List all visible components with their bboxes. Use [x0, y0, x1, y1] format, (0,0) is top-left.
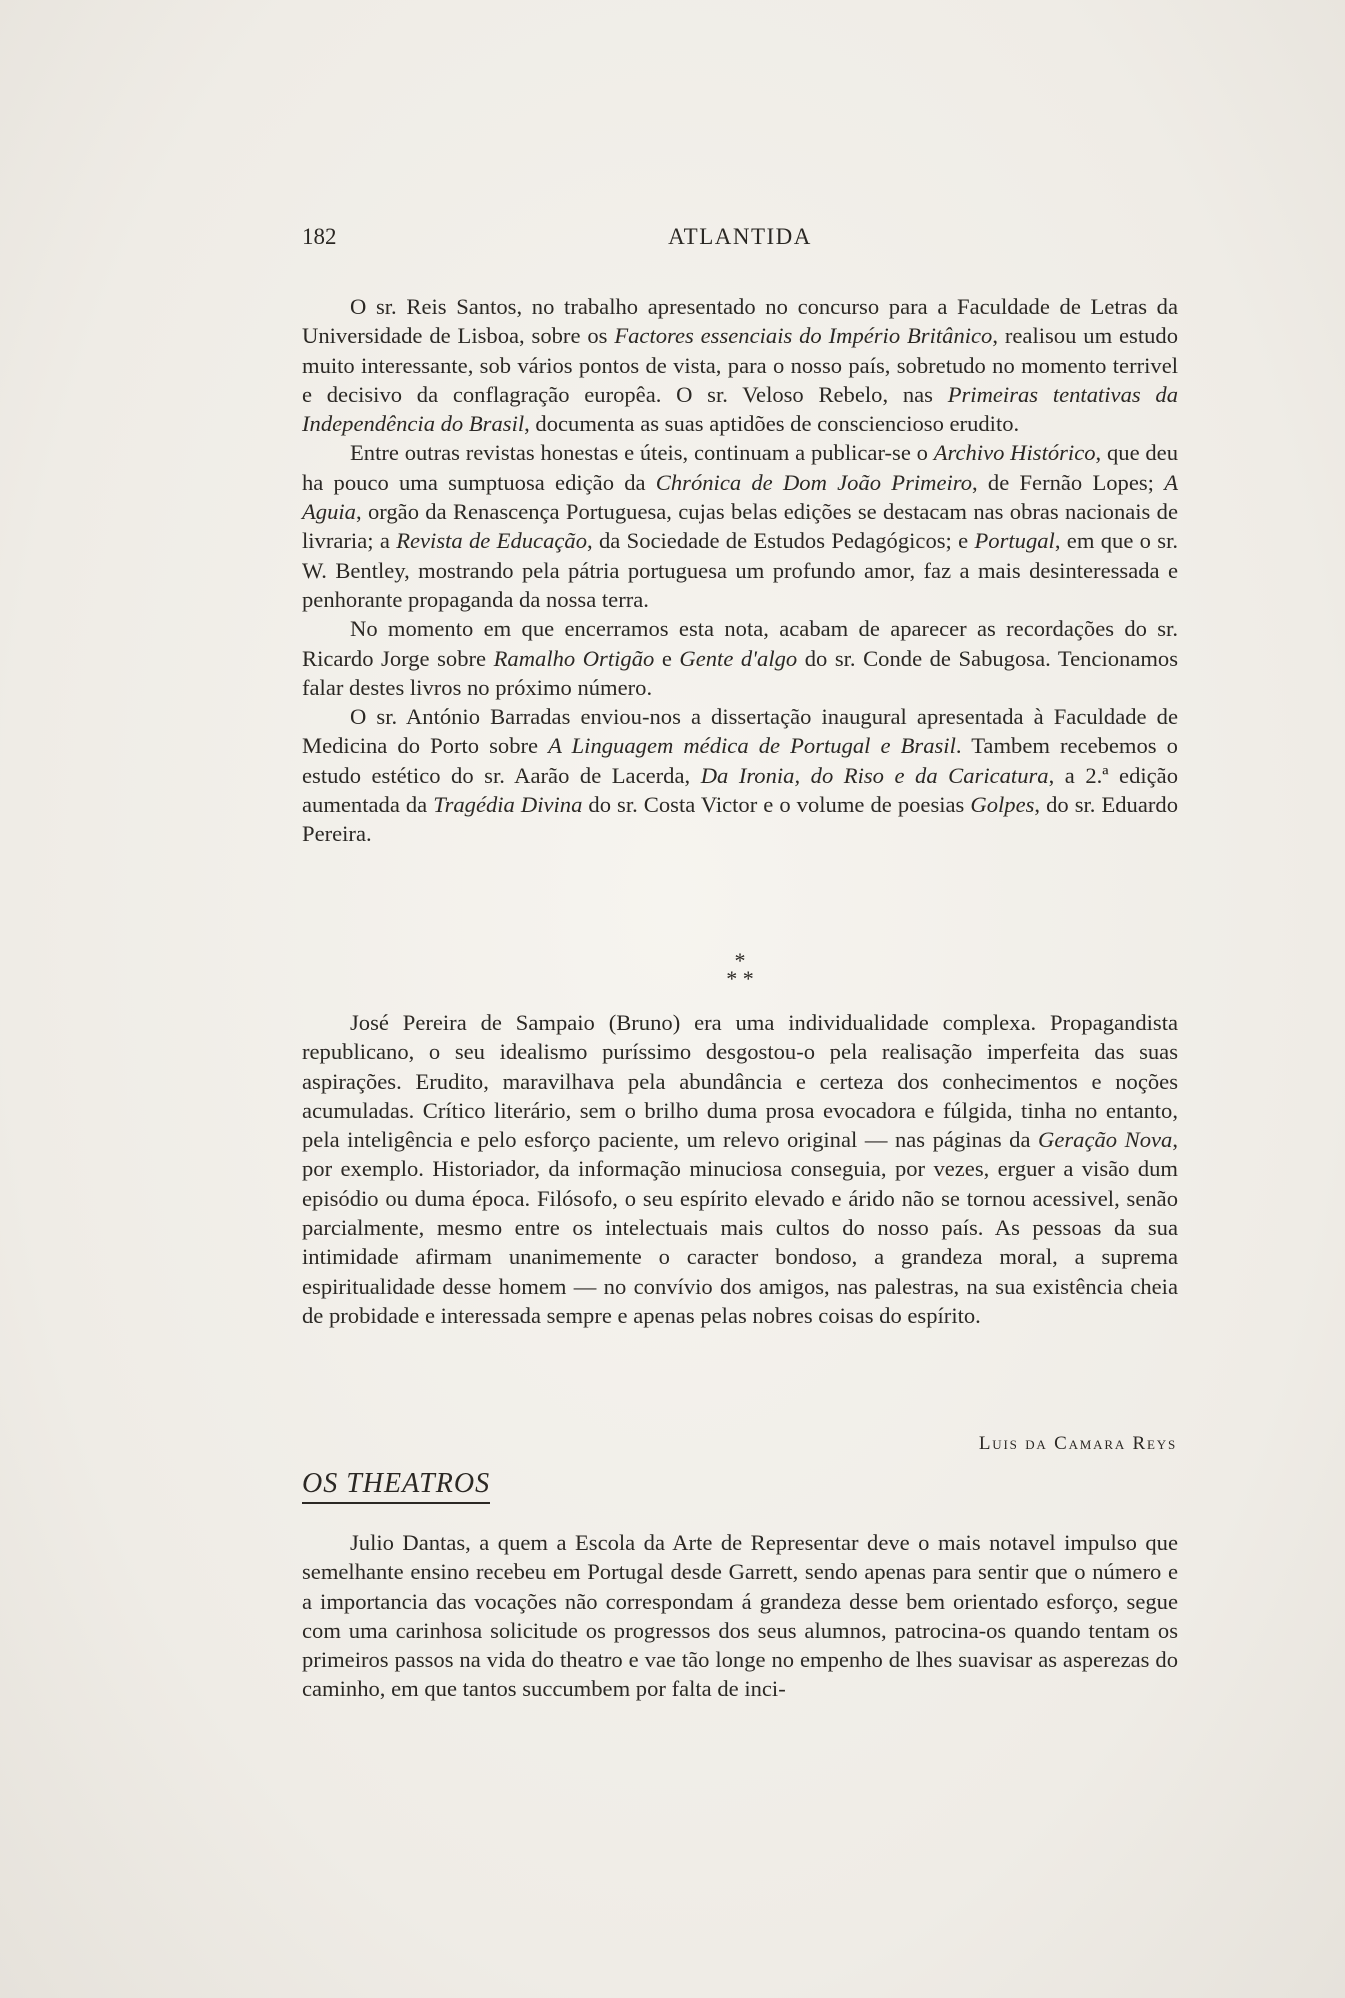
italic-title: Geração Nova	[1038, 1127, 1173, 1153]
text-run: . Tambem recebemos o estudo estético do sr. Aarão de Lacerda,	[302, 733, 1178, 788]
text-run: , a 2.ª edição aumentada da	[302, 762, 1178, 818]
italic-title: Archivo Histórico	[933, 440, 1096, 466]
text-run: , realisou um estudo muito interessante, sob vários pontos de vista, para o nosso país, sobretudo no momento terrivel e decisivo da conflagração europêa. O sr. Veloso Rebelo, nas	[302, 323, 1178, 407]
italic-title: Primeiras tentativas da Independência do Brasil	[302, 381, 1178, 437]
text-block-theatre	[302, 1528, 1178, 1704]
italic-title: A Linguagem médica de Portugal e Brasil	[548, 733, 956, 759]
italic-title: Tragédia Divina	[433, 792, 583, 818]
paragraph	[302, 1528, 1178, 1704]
page-number: 182	[302, 224, 337, 249]
text-run: O sr. António Barradas enviou-nos a dissertação inaugural apresentada à Faculdade de Medicina do Porto sobre	[302, 704, 1178, 759]
text-run: No momento em que encerramos esta nota, acabam de aparecer as recordações do sr. Ricardo Jorge sobre	[302, 616, 1178, 671]
italic-title: Factores essenciais do Império Britânico	[614, 323, 993, 349]
text-run: José Pereira de Sampaio (Bruno) era uma individualidade complexa. Propagandista republicano, o seu idealismo puríssimo desgostou-o pela realisação imperfeita das suas aspirações. Erudito, maravilhava pela abundância e certeza dos conhecimentos e noções acumuladas. Crítico literário, sem o brilho duma prosa evocadora e fúlgida, tinha no entanto, pela inteligência e pelo esforço paciente, um relevo original — nas páginas da	[302, 1010, 1178, 1153]
italic-title: A Aguia	[302, 469, 1178, 525]
text-run: , em que o sr. W. Bentley, mostrando pela pátria portuguesa um profundo amor, faz a mais desinteressada e penhorante propaganda da nossa terra.	[302, 528, 1179, 612]
italic-title: Ramalho Ortigão	[493, 645, 655, 671]
text-block-notes	[302, 292, 1178, 849]
text-run: do sr. Costa Victor e o volume de poesias	[582, 792, 971, 818]
running-title: ATLANTIDA	[668, 224, 812, 249]
text-run: , documenta as suas aptidões de consciencioso erudito.	[524, 411, 1020, 437]
text-run: Entre outras revistas honestas e úteis, continuam a publicar-se o	[350, 440, 934, 466]
paragraph	[302, 1008, 1178, 1330]
page-header	[302, 224, 1178, 254]
paragraph	[302, 614, 1178, 702]
italic-title: Golpes	[970, 792, 1035, 818]
asterism-top: *	[734, 948, 746, 973]
text-run: Julio Dantas, a quem a Escola da Arte de Representar deve o mais notavel impulso que semelhante ensino recebeu em Portugal desde Garrett, sendo apenas para sentir que o número e a importancia das vocações não correspondam á grandeza desse bem orientado esforço, segue com uma carinhosa solicitude os progressos dos seus alumnos, patrocina-os quando tentam os primeiros passos na vida do theatro e vae tão longe no empenho de lhes suavisar as asperezas do caminho, em que tantos succumbem por falta de inci-	[302, 1530, 1178, 1702]
italic-title: Da Ironia, do Riso e da Caricatura	[700, 762, 1049, 788]
text-run: e	[654, 645, 680, 671]
text-run: O sr. Reis Santos, no trabalho apresentado no concurso para a Faculdade de Letras da Universidade de Lisboa, sobre os	[302, 294, 1178, 349]
text-block-obituary	[302, 1008, 1178, 1330]
text-run: , de Fernão Lopes;	[972, 469, 1165, 495]
italic-title: Revista de Educação	[396, 528, 588, 554]
section-title: OS THEATROS	[302, 1468, 490, 1504]
italic-title: Gente d'algo	[679, 645, 798, 671]
italic-title: Chrónica de Dom João Primeiro	[655, 469, 973, 495]
text-run: , que deu ha pouco uma sumptuosa edição da	[302, 440, 1178, 495]
text-run: do sr. Conde de Sabugosa. Tencionamos falar destes livros no próximo número.	[302, 645, 1179, 700]
text-run: , orgão da Renascença Portuguesa, cujas belas edições se destacam nas obras nacionais de livraria; a	[302, 499, 1178, 554]
author-signature: Luis da Camara Reys	[978, 1433, 1177, 1454]
italic-title: Portugal	[974, 528, 1055, 554]
paragraph	[302, 702, 1178, 848]
asterism-separator	[302, 948, 1178, 994]
text-run: , do sr. Eduardo Pereira.	[302, 792, 1179, 847]
text-run: , por exemplo. Historiador, da informação minuciosa conseguia, por vezes, erguer a visão dum episódio ou duma época. Filósofo, o seu espírito elevado e árido não se tornou acessivel, senão parcialmente, mesmo entre os intelectuais mais cultos do nosso país. As pessoas da sua intimidade afirmam unanimemente o caracter bondoso, a grandeza moral, a suprema espiritualidade desse homem — no convívio dos amigos, nas palestras, na sua existência cheia de probidade e interessada sempre e apenas pelas nobres coisas do espírito.	[302, 1127, 1178, 1328]
paragraph	[302, 438, 1178, 614]
asterism-bottom: * *	[726, 966, 754, 991]
text-run: , da Sociedade de Estudos Pedagógicos; e	[587, 528, 975, 554]
paragraph	[302, 292, 1178, 438]
